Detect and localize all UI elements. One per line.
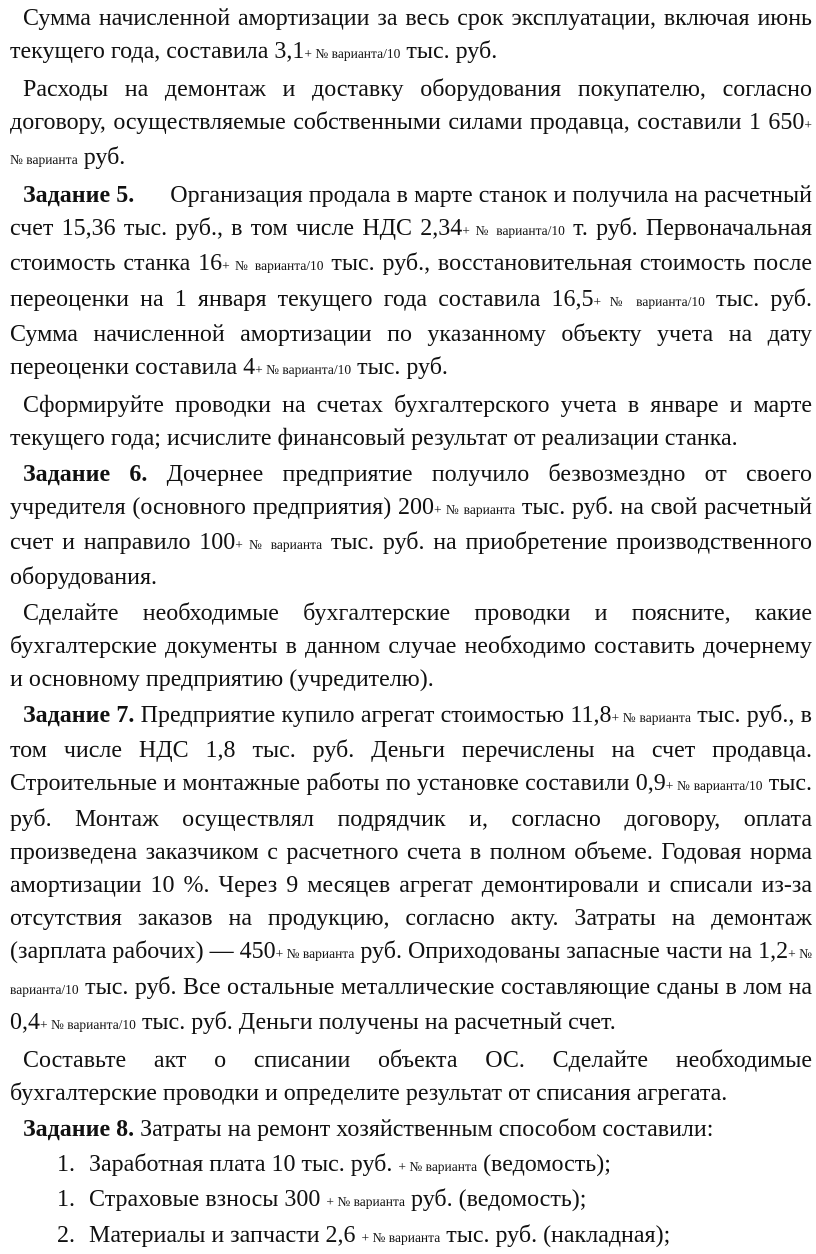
text-run: Затраты на ремонт хозяйственным способом составили: — [134, 1115, 714, 1142]
text-run: тыс. руб. Монтаж осуществлял подрядчик и, согласно договору, оплата произведена заказчиком с расчетного счета в полном объеме. Годовая норма амортизации 10 %. Через 9 месяцев агрегат демонтировали и списали из-за отсутствия заказов на продукцию, согласно акту. Затраты на демонтаж (зарплата рабочих) — 450 — [10, 770, 813, 965]
variant-subscript: + № варианта/10 — [593, 293, 705, 309]
task-heading: Задание 8. — [23, 1115, 135, 1142]
variant-subscript: + № варианта/10 — [665, 778, 763, 794]
text-run: руб. (ведомость); — [405, 1186, 587, 1213]
variant-subscript: + № варианта/10 — [255, 362, 352, 378]
text-run: Сделайте необходимые бухгалтерские проводки и поясните, какие бухгалтерские документы в данном случае необходимо составить дочернему и основному предприятию (учредителю). — [10, 599, 812, 693]
list-item-number: 1. — [57, 1151, 75, 1178]
paragraph — [10, 458, 812, 595]
text-run: тыс. руб. Деньги получены на расчетный счет. — [135, 1008, 616, 1035]
paragraph — [10, 73, 812, 177]
text-run: руб. — [77, 144, 126, 171]
variant-subscript: + № варианта — [275, 946, 355, 962]
text-run: Материалы и запчасти 2,6 — [89, 1221, 362, 1248]
variant-subscript: + № варианта/10 — [304, 46, 401, 62]
list-item — [57, 1148, 812, 1183]
variant-subscript: + № варианта/10 — [462, 223, 565, 239]
text-run: (ведомость); — [477, 1151, 611, 1178]
text-run: руб. Оприходованы запасные части на 1,2 — [354, 938, 789, 965]
paragraph — [10, 1044, 812, 1110]
text-run: тыс. руб. (накладная); — [440, 1221, 671, 1248]
text-run: тыс. руб. — [400, 38, 498, 65]
task-heading: Задание 5. — [23, 182, 135, 209]
text-run: тыс. руб. Все остальные металлические составляющие сданы в лом на 0,4 — [10, 973, 812, 1035]
paragraph — [10, 2, 812, 70]
text-run: Заработная плата 10 тыс. руб. — [89, 1151, 399, 1178]
text-run: Дочернее предприятие получило безвозмездно от своего учредителя (основного предприятия) 200 — [10, 460, 812, 520]
paragraph — [10, 699, 812, 1041]
text-run: тыс. руб. на свой расчетный счет и направило 100 — [10, 493, 812, 556]
list-item-number: 1. — [57, 1186, 75, 1213]
variant-subscript: + № варианта — [326, 1194, 406, 1210]
list-item — [57, 1183, 812, 1218]
list-item-number: 2. — [57, 1221, 75, 1248]
text-run: Страховые взносы 300 — [89, 1186, 327, 1213]
paragraph — [10, 597, 812, 697]
text-run: тыс. руб. на приобретение производственного оборудования. — [10, 529, 812, 591]
variant-subscript: + № варианта/10 — [222, 258, 324, 274]
variant-subscript: + № варианта — [361, 1229, 441, 1245]
text-run: тыс. руб., в том числе НДС 1,8 тыс. руб. Деньги перечислены на счет продавца. Строительные и монтажные работы по установке составили 0,9 — [10, 702, 812, 797]
text-run: тыс. руб. Сумма начисленной амортизации по указанному объекту учета на дату переоценки составила 4 — [10, 285, 813, 381]
text-run: тыс. руб. — [351, 354, 448, 381]
task-heading: Задание 7. — [23, 702, 135, 729]
text-run: т. руб. Первоначальная стоимость станка 16 — [10, 215, 812, 277]
text-run: Предприятие купило агрегат стоимостью 11,8 — [134, 702, 612, 729]
variant-subscript: + № варианта/10 — [40, 1016, 136, 1032]
repair-cost-list — [10, 1148, 812, 1254]
task-heading: Задание 6. — [23, 460, 148, 487]
text-run: Сумма начисленной амортизации за весь срок эксплуатации, включая июнь текущего года, составила 3,1 — [10, 5, 812, 65]
variant-subscript: + № варианта — [235, 537, 323, 553]
text-run: тыс. руб., восстановительная стоимость после переоценки на 1 января текущего года составила 16,5 — [10, 250, 812, 312]
variant-subscript: + № варианта — [10, 117, 812, 168]
text-run: Составьте акт о списании объекта ОС. Сделайте необходимые бухгалтерские проводки и определите результат от списания агрегата. — [10, 1046, 812, 1106]
variant-subscript: + № варианта — [434, 501, 516, 517]
text-run: Организация продала в марте станок и получила на расчетный счет 15,36 тыс. руб., в том числе НДС 2,34 — [10, 182, 812, 242]
paragraph — [10, 1113, 812, 1146]
paragraph — [10, 179, 812, 386]
document-body — [10, 2, 812, 1146]
paragraph — [10, 389, 812, 455]
variant-subscript: + № варианта/10 — [10, 946, 812, 997]
variant-subscript: + № варианта — [398, 1159, 478, 1175]
text-run: Расходы на демонтаж и доставку оборудования покупателю, согласно договору, осуществляемые собственными силами продавца, составили 1 650 — [10, 75, 812, 136]
text-run: Сформируйте проводки на счетах бухгалтерского учета в январе и марте текущего года; исчислите финансовый результат от реализации станка. — [10, 391, 812, 451]
variant-subscript: + № варианта — [611, 710, 691, 726]
